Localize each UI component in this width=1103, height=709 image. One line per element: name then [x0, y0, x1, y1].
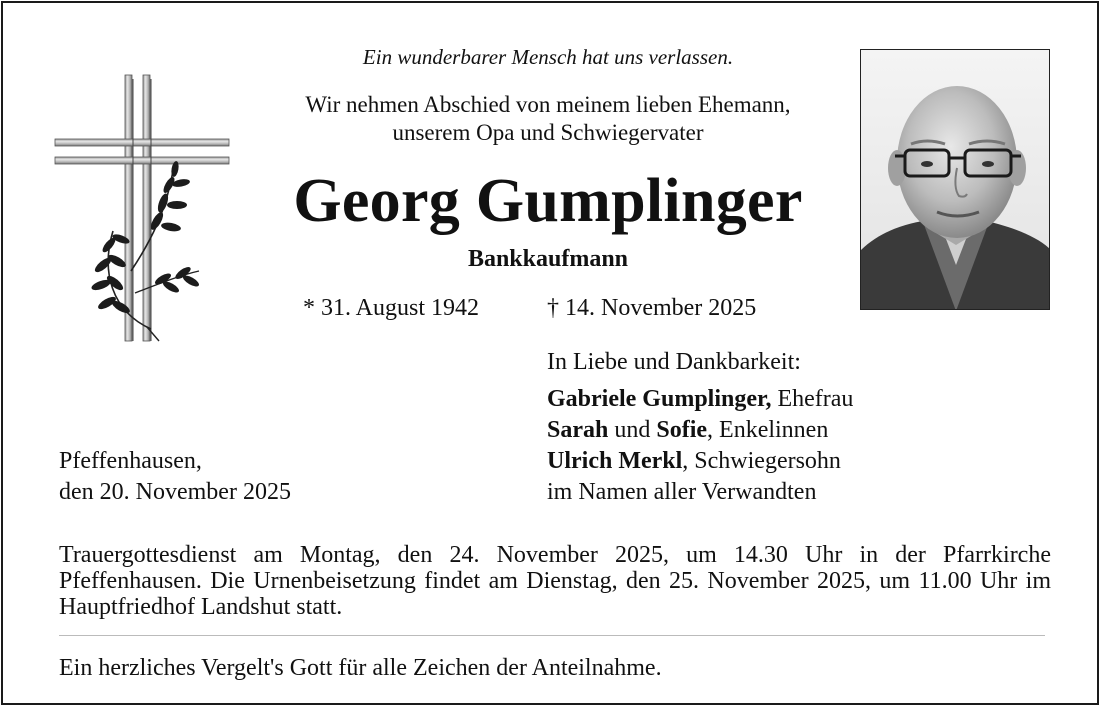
location-place: Pfeffenhausen,: [59, 448, 202, 474]
mourner-relation: , Schwiegersohn: [682, 448, 841, 474]
service-info: Trauergottesdienst am Montag, den 24. November 2025, um 14.30 Uhr in der Pfarrkirche Pfeffenhausen. Die Urnenbeisetzung findet am Dienstag, den 25. November 2025, um 11.00 Uhr im Hauptfriedhof Landshut statt.: [59, 542, 1051, 620]
deceased-profession: Bankkaufmann: [467, 246, 629, 272]
mourner-row: [547, 446, 841, 476]
mourner-relation: Ehefrau: [771, 386, 854, 412]
cross-with-laurel-icon: [51, 71, 236, 351]
closing-thanks: Ein herzliches Vergelt's Gott für alle Zeichen der Anteilnahme.: [59, 655, 662, 681]
death-date: † 14. November 2025: [547, 295, 757, 321]
mourner-relation: , Enkelinnen: [707, 417, 829, 443]
farewell-text: [248, 91, 848, 147]
mourners-closing: im Namen aller Verwandten: [547, 479, 817, 505]
mourner-name: Sofie: [656, 417, 708, 443]
divider: [59, 635, 1045, 636]
tagline: Ein wunderbarer Mensch hat uns verlassen.: [362, 45, 734, 69]
mourners-intro: In Liebe und Dankbarkeit:: [547, 349, 801, 375]
mourner-name: Gabriele Gumplinger,: [547, 386, 772, 412]
mourner-name: Ulrich Merkl: [547, 448, 683, 474]
mourner-row: [547, 384, 853, 414]
mourner-name: Sarah: [547, 417, 609, 443]
mourner-row: [547, 415, 828, 445]
deceased-name: Georg Gumplinger: [293, 167, 803, 235]
obituary-notice: [1, 1, 1099, 705]
portrait-illustration: [861, 50, 1050, 310]
portrait-photo: [860, 49, 1050, 310]
farewell-line-1: Wir nehmen Abschied von meinem lieben Ehemann,: [305, 92, 791, 117]
farewell-line-2: unserem Opa und Schwiegervater: [392, 120, 704, 145]
location-date: den 20. November 2025: [59, 479, 291, 505]
mourner-joiner: und: [608, 417, 657, 443]
birth-date: * 31. August 1942: [303, 295, 480, 321]
